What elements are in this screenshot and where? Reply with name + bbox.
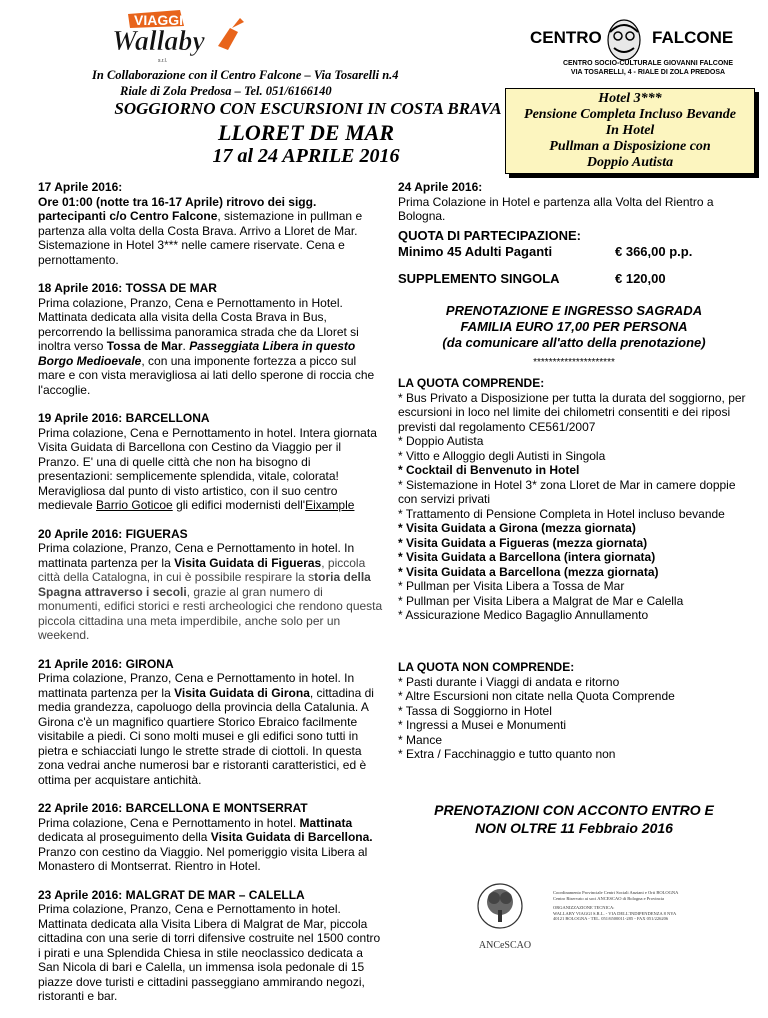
comprende-item: * Bus Privato a Disposizione per tutta la durata del soggiorno, per escursioni in loco nel limite dei chilometri consentiti e dei riposi previsti dal regolamento CE561/2007 <box>398 390 746 434</box>
centro-line2: VIA TOSARELLI, 4 - RIALE DI ZOLA PREDOSA <box>570 69 726 76</box>
centro-word: CENTRO <box>530 28 602 47</box>
logo-main-word: Wallaby <box>112 26 205 57</box>
acconto-line2: NON OLTRE 11 Febbraio 2016 <box>475 820 673 836</box>
footer-info <box>553 890 693 922</box>
day-24 <box>398 180 750 224</box>
logo-top-word: VIAGGI <box>134 12 184 28</box>
hotel-line: Pullman a Disposizione con <box>549 139 711 154</box>
non-comprende-item: * Altre Escursioni non citate nella Quota Comprende <box>398 689 675 703</box>
footer-line: WALLABY VIAGGI S.R.L. - VIA DELL'INDIPENDENZA 8 NYA <box>553 910 677 916</box>
comprende-item: * Doppio Autista <box>398 434 484 448</box>
day-21 <box>38 657 384 788</box>
day-18-text3: , con una imponente fortezza a picco sul mare e con vista meravigliosa ai lati dello sperone di roccia che l'accoglie. <box>38 353 375 397</box>
comprende-list <box>398 391 750 623</box>
day-18-text2: . <box>182 339 190 353</box>
non-comprende-item: * Tassa di Soggiorno in Hotel <box>398 703 552 718</box>
acconto-line1: PRENOTAZIONI CON ACCONTO ENTRO E <box>434 802 714 818</box>
supplemento-label: SUPPLEMENTO SINGOLA <box>398 271 560 286</box>
falcone-word: FALCONE <box>652 28 734 47</box>
prenotazione-line2: FAMILIA EURO 17,00 PER PERSONA <box>460 319 688 334</box>
day-18-bold: Tossa de Mar <box>106 339 183 353</box>
day-20-text3: , grazie al gran numero di monumenti, edifici storici e resti archeologici che rendono questa piccola cittadina una meta imperdibile, anche solo per un weekend. <box>38 584 383 642</box>
comprende-item: * Pullman per Visita Libera a Tossa de Mar <box>398 579 625 593</box>
acconto-notice <box>398 801 750 837</box>
non-comprende-item: * Pasti durante i Viaggi di andata e ritorno <box>398 674 620 689</box>
centro-line1: CENTRO SOCIO-CULTURALE GIOVANNI FALCONE <box>562 60 734 67</box>
quota-min-label: Minimo 45 Adulti Paganti <box>398 244 553 259</box>
day-22-heading: 22 Aprile 2016: BARCELLONA E MONTSERRAT <box>38 801 308 815</box>
prenotazione-line1: PRENOTAZIONE E INGRESSO SAGRADA <box>445 303 703 318</box>
collab-line2: Riale di Zola Predosa – Tel. 051/6166140 <box>120 84 332 98</box>
quota-min-price: € 366,00 p.p. <box>615 244 693 259</box>
day-19-underline2: Eixample <box>305 498 355 512</box>
prenotazione-sagrada <box>398 303 750 371</box>
itinerary-column <box>38 180 384 1018</box>
day-19-text2: gli edifici modernisti dell' <box>172 498 306 512</box>
hotel-line: In Hotel <box>605 123 655 138</box>
hotel-line: Doppio Autista <box>586 155 674 170</box>
day-19 <box>38 411 384 513</box>
title-soggiorno: SOGGIORNO CON ESCURSIONI IN COSTA BRAVA <box>114 99 502 118</box>
day-20-bold: Visita Guidata di Figueras <box>174 555 322 570</box>
ancescao-logo <box>470 880 530 940</box>
footer-line: 40121 BOLOGNA - TEL. 051/6500011-285 - FAX 051/226206 <box>553 916 669 921</box>
comprende-item: * Assicurazione Medico Bagaglio Annullamento <box>398 608 649 622</box>
day-23 <box>38 888 384 1004</box>
hotel-info-box <box>505 88 755 174</box>
comprende-item: * Visita Guidata a Girona (mezza giornata) <box>398 521 636 535</box>
comprende-item: * Vitto e Alloggio degli Autisti in Singola <box>398 448 606 463</box>
day-24-text: Prima Colazione in Hotel e partenza alla Volta del Rientro a Bologna. <box>398 194 714 223</box>
day-24-heading: 24 Aprile 2016: <box>398 180 483 194</box>
day-22-text: Prima colazione, Cena e Pernottamento in hotel. <box>38 815 300 830</box>
footer-line: Centro Riservato ai soci ANCESCAO di Bologna e Provincia <box>553 895 664 901</box>
comprende-section <box>398 376 750 623</box>
day-21-text: Prima colazione, Pranzo, Cena e Pernottamento in hotel. In mattinata partenza per la <box>38 671 355 700</box>
comprende-item: * Cocktail di Benvenuto in Hotel <box>398 463 580 477</box>
day-18-text: Prima colazione, Pranzo, Cena e Pernottamento in Hotel. Mattinata dedicata alla visita della Costa Brava in Bus, percorrendo la bellissima panoramica strada che da Lloret si inoltra verso <box>38 295 359 353</box>
non-comprende-section <box>398 660 750 762</box>
day-17-text: , sistemazione in pullman e partenza alla volta della Costa Brava. Arrivo a Lloret de Mar. Sistemazione in Hotel 3*** nelle camere riservate. Cena e pernottamento. <box>38 209 363 267</box>
comprende-item: * Visita Guidata a Barcellona (mezza giornata) <box>398 564 659 579</box>
footer-line: Coordinamento Provinciale Centri Sociali Anziani e Orti BOLOGNA <box>553 890 679 895</box>
logo-suffix: s.r.l. <box>158 58 168 64</box>
day-19-heading: 19 Aprile 2016: BARCELLONA <box>38 411 210 425</box>
title-dates: 17 al 24 APRILE 2016 <box>212 145 400 167</box>
prenotazione-line3: (da comunicare all'atto della prenotazione) <box>442 335 706 350</box>
comprende-item: * Sistemazione in Hotel 3* zona Lloret de Mar in camere doppie con servizi privati <box>398 477 736 506</box>
hotel-line: Hotel 3*** <box>598 91 662 106</box>
day-23-heading: 23 Aprile 2016: MALGRAT DE MAR – CALELLA <box>38 887 305 902</box>
comprende-item: * Pullman per Visita Libera a Malgrat de Mar e Calella <box>398 593 684 608</box>
day-20-text2: , piccola città della Catalogna, in cui è possibile respirare la s <box>38 555 366 584</box>
day-20-text: Prima colazione, Pranzo, Cena e Pernottamento in hotel. In mattinata partenza per la <box>38 541 355 570</box>
comprende-title: LA QUOTA COMPRENDE: <box>398 376 545 390</box>
comprende-item: * Visita Guidata a Barcellona (intera giornata) <box>398 550 656 564</box>
day-20-heading: 20 Aprile 2016: FIGUERAS <box>38 526 188 541</box>
day-17 <box>38 180 384 267</box>
day-17-bold: Ore 01:00 (notte tra 16-17 Aprile) ritrovo dei sigg. partecipanti c/o Centro Falcone <box>38 194 317 223</box>
collab-line1: In Collaborazione con il Centro Falcone – Via Tosarelli n.4 <box>92 68 399 82</box>
day-21-heading: 21 Aprile 2016: GIRONA <box>38 656 174 671</box>
day-19-text: Prima colazione, Cena e Pernottamento in hotel. Intera giornata Visita Guidata di Barcellona con Cestino da Viaggio per il Pranzo. E' una di quelle città che non ha bisogno di presentazioni: semplicemente splendida, vitale, colorata! Meravigliosa dal punto di visto artistico, con il suo centro medievale <box>38 425 377 512</box>
non-comprende-item: * Extra / Facchinaggio e tutto quanto non <box>398 747 616 761</box>
falcone-portrait-icon <box>602 18 646 62</box>
day-17-heading: 17 Aprile 2016: <box>38 180 123 194</box>
quota-label: QUOTA DI PARTECIPAZIONE: <box>398 228 581 243</box>
ancescao-name: ANCeSCAO <box>478 940 532 951</box>
day-22 <box>38 801 384 874</box>
centro-falcone-logo <box>520 18 760 88</box>
hotel-line: Pensione Completa Incluso Bevande <box>524 107 736 122</box>
day-22-text2: dedicata al proseguimento della <box>38 830 211 844</box>
footer-line: ORGANIZZAZIONE TECNICA: <box>553 905 615 910</box>
day-21-text2: , cittadina di media grandezza, capoluogo della provincia della Catalunia. A Girona c'è un magnifico quartiere Storico Ebraico facilmente visitabile a piedi. Ci sono molti musei e gli edifici sono tutti in pietra e schiacciati lungo le strette strade di ciottoli. In questa zona vedrai anche numerosi bar e ristoranti caratteristici, ed è ottima per acquistare antichità. <box>38 685 374 787</box>
day-20-bold2: toria della Spagna attraverso i secoli <box>38 570 371 599</box>
tree-emblem-icon <box>470 880 530 940</box>
day-20 <box>38 527 384 643</box>
day-22-bold: Mattinata <box>299 815 353 830</box>
day-23-text: Prima colazione, Pranzo, Cena e Pernottamento in hotel. Mattinata dedicata alla Visita Libera di Malgrat de Mar, piccola cittadina con una serie di torri difensive costruite nel 1500 contro i pirati e una Splendida Chiesa in stile neoclassico dedicata a San Nicola di bari e Calella, un immensa isola pedonale di 15 piazze dove turisti e cittadini passeggiano ammirando negozi, ristoranti e bar. <box>38 902 381 1003</box>
comprende-item: * Trattamento di Pensione Completa in Hotel incluso bevande <box>398 506 725 521</box>
day-22-text3: Pranzo con cestino da Viaggio. Nel pomeriggio visita Libera al Monastero di Montserrat. Rientro in Hotel. <box>38 844 368 873</box>
non-comprende-item: * Mance <box>398 732 443 747</box>
day-22-bold2: Visita Guidata di Barcellona. <box>210 830 373 844</box>
non-comprende-item: * Ingressi a Musei e Monumenti <box>398 718 567 732</box>
title-destination: LLORET DE MAR <box>217 120 395 145</box>
stars-divider: ********************* <box>533 357 615 368</box>
day-21-bold: Visita Guidata di Girona <box>174 685 310 700</box>
day-18-heading: 18 Aprile 2016: TOSSA DE MAR <box>38 281 217 295</box>
comprende-item: * Visita Guidata a Figueras (mezza giornata) <box>398 535 648 550</box>
non-comprende-list <box>398 675 750 762</box>
day-19-underline: Barrio Goticoe <box>96 498 173 512</box>
wallaby-logo <box>100 6 260 66</box>
non-comprende-title: LA QUOTA NON COMPRENDE: <box>398 660 575 674</box>
day-18-bold-italic: Passeggiata Libera in questo Borgo Medioevale <box>38 339 356 368</box>
supplemento-price: € 120,00 <box>615 271 666 286</box>
day-18 <box>38 281 384 397</box>
